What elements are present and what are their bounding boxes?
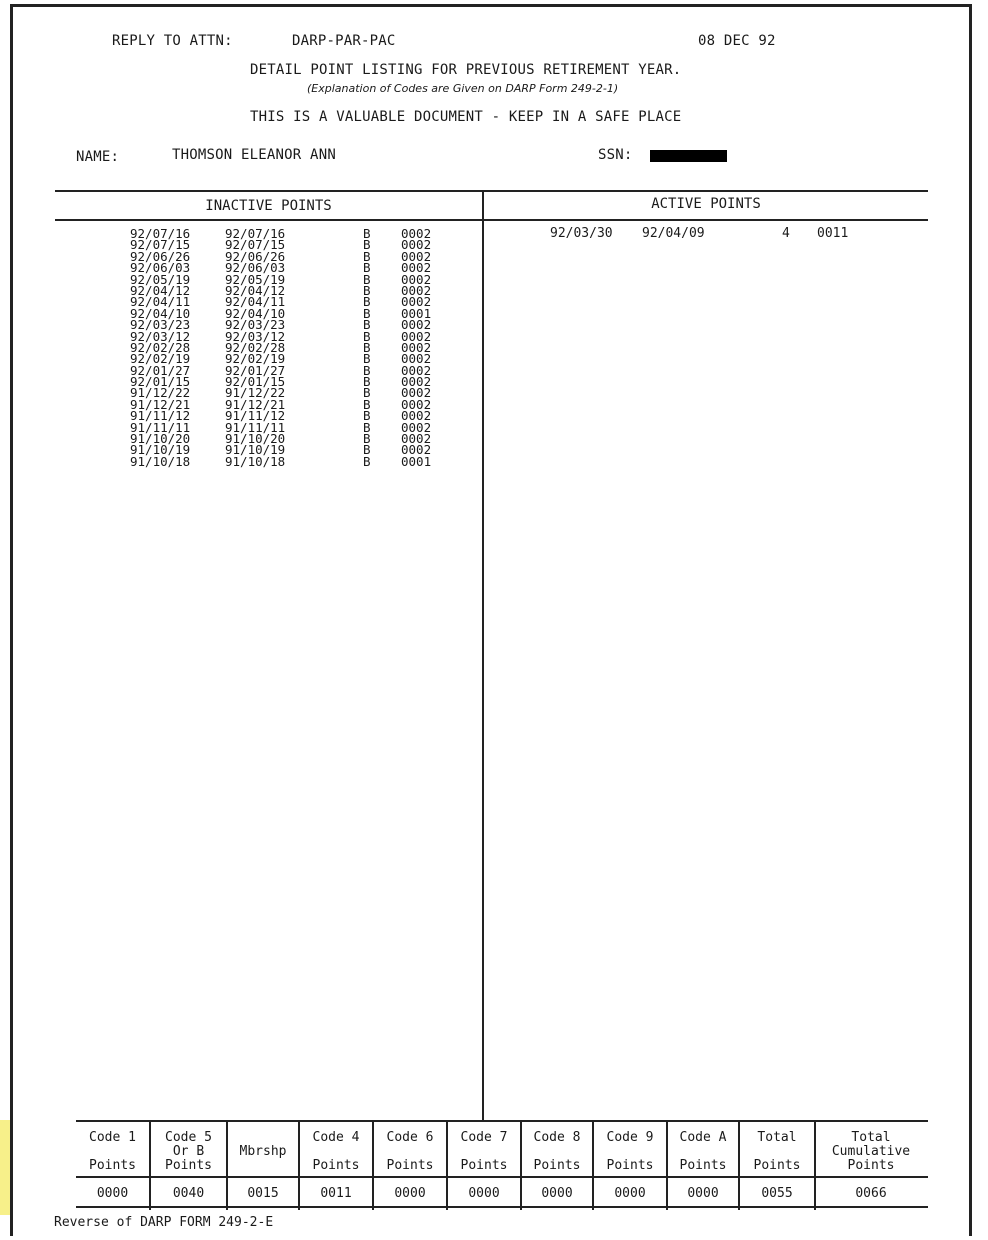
summary-cell [740,1122,814,1210]
code: B [363,317,371,333]
summary-cell [816,1122,926,1210]
summary-cell [668,1122,738,1210]
summary-heading-line: Code 8 [533,1130,581,1145]
points: 0002 [401,408,432,424]
end-date: 92/07/16 [225,226,286,241]
points: 0002 [401,351,432,367]
summary-heading-line: Points [312,1158,360,1173]
code: B [363,374,371,390]
summary-heading [151,1128,226,1176]
inactive-row [130,453,451,469]
end-date: 92/04/09 [642,226,705,241]
summary-heading-line: Points [753,1158,801,1173]
start-date: 92/07/16 [130,226,191,241]
start-date: 92/02/19 [130,351,191,367]
summary-cell [300,1122,372,1210]
summary-table [76,1122,926,1210]
points: 0001 [401,305,432,321]
summary-value: 0040 [172,1186,205,1201]
points: 0002 [401,260,432,276]
start-date: 92/01/27 [130,362,191,378]
start-date: 91/10/18 [130,453,191,469]
summary-value: 0011 [320,1186,352,1201]
points: 0002 [401,419,432,435]
start-date: 91/10/20 [130,431,191,447]
highlighter-mark [0,1120,10,1215]
end-date: 92/05/19 [225,271,286,287]
code: B [363,419,371,435]
summary-heading-line: Total [757,1130,797,1145]
code: B [363,453,371,469]
points: 0002 [401,226,432,241]
summary-heading [228,1128,298,1176]
summary-value: 0000 [614,1186,646,1201]
start-date: 92/07/15 [130,237,191,253]
active-points-list [550,226,848,241]
end-date: 92/06/03 [225,260,286,276]
reply-code: DARP-PAR-PAC [292,33,396,49]
points: 0002 [401,362,432,378]
summary-heading-line: Points [679,1158,727,1173]
code: B [363,442,371,458]
end-date: 92/04/10 [225,305,286,321]
start-date: 92/03/12 [130,328,191,344]
page-frame [10,4,972,1236]
summary-heading-line: Total [851,1130,891,1145]
code: B [363,385,371,401]
start-date: 91/11/11 [130,419,191,435]
end-date: 92/01/15 [225,374,286,390]
points: 0002 [401,385,432,401]
document-subtitle: (Explanation of Codes are Given on DARP Form 249-2-1) [307,82,619,95]
summary-heading [76,1128,149,1176]
code: B [363,431,371,447]
points: 0002 [401,237,432,253]
points: 0002 [401,328,432,344]
end-date: 92/02/28 [225,339,286,355]
summary-heading-line: Points [533,1158,581,1173]
end-date: 92/04/12 [225,282,286,298]
start-date: 91/12/22 [130,385,191,401]
points: 0002 [401,396,432,412]
code: B [363,294,371,310]
start-date: 92/03/23 [130,317,191,333]
summary-heading-line: Points [165,1158,212,1173]
column-divider [482,190,484,1120]
code: B [363,226,371,241]
summary-value: 0000 [394,1186,426,1201]
end-date: 92/07/15 [225,237,286,253]
start-date: 92/06/03 [130,260,191,276]
end-date: 92/04/11 [225,294,286,310]
section-top-rule [55,190,928,192]
summary-value: 0000 [541,1186,573,1201]
start-date: 92/04/10 [130,305,191,321]
code: 4 [782,226,790,241]
code: B [363,237,371,253]
code: B [363,305,371,321]
summary-value: 0066 [855,1186,887,1201]
summary-cell [374,1122,446,1210]
summary-heading-line: Points [460,1158,508,1173]
summary-heading-line: Cumulative [831,1144,911,1159]
points: 0002 [401,431,432,447]
points: 0002 [401,248,432,264]
start-date: 91/10/19 [130,442,191,458]
end-date: 91/10/18 [225,453,286,469]
summary-heading-line: Code A [679,1130,727,1145]
end-date: 92/02/19 [225,351,286,367]
summary-heading-line: Code 4 [312,1130,360,1145]
summary-heading [374,1128,446,1176]
start-date: 92/05/19 [130,271,191,287]
document-date: 08 DEC 92 [698,33,776,49]
name-label: NAME: [76,149,120,165]
summary-value: 0015 [247,1186,279,1201]
end-date: 91/11/12 [225,408,286,424]
points: 0002 [401,271,432,287]
points: 0002 [401,339,432,355]
points: 0001 [401,453,432,469]
end-date: 91/11/11 [225,419,286,435]
start-date: 91/12/21 [130,396,191,412]
summary-cell [594,1122,666,1210]
code: B [363,282,371,298]
summary-value: 0000 [687,1186,719,1201]
summary-heading [740,1128,814,1176]
summary-heading [668,1128,738,1176]
summary-heading [522,1128,592,1176]
summary-heading [594,1128,666,1176]
summary-heading-line: Code 6 [386,1130,434,1145]
inactive-points-list [130,228,451,467]
start-date: 92/01/15 [130,374,191,390]
end-date: 91/10/19 [225,442,286,458]
code: B [363,328,371,344]
code: B [363,396,371,412]
code: B [363,271,371,287]
summary-cell [151,1122,226,1210]
code: B [363,362,371,378]
valuable-notice: THIS IS A VALUABLE DOCUMENT - KEEP IN A SAFE PLACE [250,109,682,125]
start-date: 92/04/11 [130,294,191,310]
start-date: 92/06/26 [130,248,191,264]
end-date: 91/10/20 [225,431,286,447]
code: B [363,260,371,276]
summary-value: 0055 [761,1186,793,1201]
summary-cell [522,1122,592,1210]
summary-heading-line: Code 9 [606,1130,654,1145]
points: 0011 [817,226,849,241]
active-points-heading: ACTIVE POINTS [651,196,761,212]
inactive-points-heading: INACTIVE POINTS [205,198,332,214]
summary-heading-line: Mbrshp [239,1144,287,1159]
start-date: 91/11/12 [130,408,191,424]
points: 0002 [401,294,432,310]
ssn-label: SSN: [598,147,633,163]
summary-cell [228,1122,298,1210]
summary-heading-line: Points [606,1158,654,1173]
end-date: 92/03/12 [225,328,286,344]
code: B [363,351,371,367]
summary-heading [448,1128,520,1176]
start-date: 92/03/30 [550,226,613,241]
summary-heading-line: Or B [172,1144,205,1159]
code: B [363,408,371,424]
points: 0002 [401,317,432,333]
summary-heading [300,1128,372,1176]
ssn-redaction [650,150,727,162]
summary-heading-line: Points [89,1158,136,1173]
summary-heading-line: Code 1 [89,1130,136,1145]
end-date: 91/12/21 [225,396,286,412]
points: 0002 [401,282,432,298]
summary-heading [816,1128,926,1176]
summary-heading-line: Points [847,1158,895,1173]
summary-heading-line: Code 5 [165,1130,212,1145]
reply-label: REPLY TO ATTN: [112,33,233,49]
start-date: 92/02/28 [130,339,191,355]
code: B [363,248,371,264]
end-date: 92/01/27 [225,362,286,378]
start-date: 92/04/12 [130,282,191,298]
section-head-rule [55,219,928,221]
summary-value: 0000 [468,1186,500,1201]
end-date: 92/03/23 [225,317,286,333]
code: B [363,339,371,355]
points: 0002 [401,374,432,390]
summary-cell [448,1122,520,1210]
name-value: THOMSON ELEANOR ANN [172,147,336,163]
document-title: DETAIL POINT LISTING FOR PREVIOUS RETIREMENT YEAR. [250,62,682,78]
summary-heading-line: Points [386,1158,434,1173]
end-date: 91/12/22 [225,385,286,401]
summary-cell [76,1122,149,1210]
active-row [550,226,848,241]
summary-value: 0000 [96,1186,129,1201]
points: 0002 [401,442,432,458]
summary-heading-line: Code 7 [460,1130,508,1145]
form-footer: Reverse of DARP FORM 249-2-E [54,1215,274,1230]
end-date: 92/06/26 [225,248,286,264]
